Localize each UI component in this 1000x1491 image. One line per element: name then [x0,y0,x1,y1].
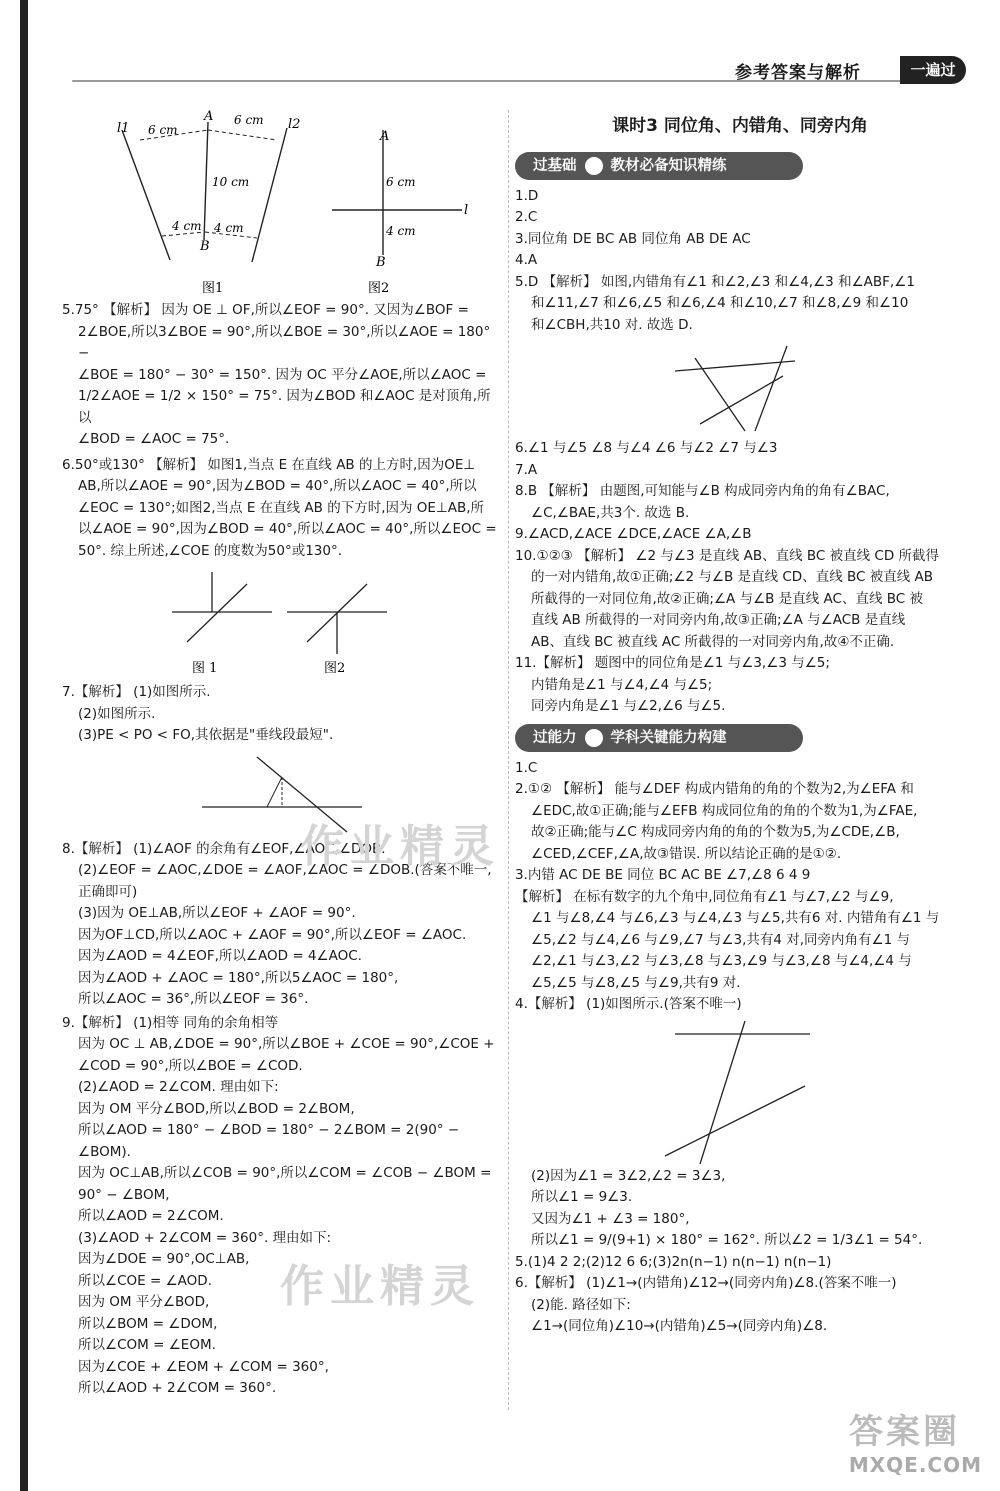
text-line: 6.∠1 与∠5 ∠8 与∠4 ∠6 与∠2 ∠7 与∠3 [515,440,778,456]
header-logo: 一遍过 [900,56,966,84]
text-line: 又因为∠1 + ∠3 = 180°, [531,1210,690,1227]
binding-edge [20,0,28,1491]
text-line: (2)能. 路径如下: [531,1296,631,1313]
text-line: 4.【解析】 (1)如图所示.(答案不唯一) [515,996,742,1012]
banner-label: 过基础 [533,157,577,174]
fig-label: 4 cm [386,224,416,238]
text-line: AB、直线 BC 被直线 AC 所截得的一对同旁内角,故④不正确. [531,633,895,650]
text-line: 7.A [515,461,538,478]
text-line: 因为∠AOD = 4∠EOF,所以∠AOD = 4∠AOC. [78,948,362,964]
text-line: (2)因为∠1 = 3∠2,∠2 = 3∠3, [531,1167,726,1184]
text-line: 因为 OC⊥AB,所以∠COB = 90°,所以∠COM = ∠COB − ∠BOM = [78,1165,492,1181]
text-line: 6.50°或130° 【解析】 如图1,当点 E 在直线 AB 的上方时,因为OE⊥ [62,456,476,473]
part3 [515,758,965,1016]
medal-icon [585,729,603,747]
text-line: ∠1 与∠8,∠4 与∠6,∠3 与∠4,∠3 与∠5,共有6 对. 内错角有∠1 与 [531,910,940,926]
fig-label: 4 cm [172,219,202,233]
text-line: ∠BOD = ∠AOC = 75°. [78,431,230,447]
text-line: 5.(1)4 2 2;(2)12 6 6;(3)2n(n−1) n(n−1) n(n−1) [515,1253,832,1270]
text-line: (3)∠AOD + 2∠COM = 360°. 理由如下: [78,1229,332,1246]
text-line: 所以∠BOM = ∠DOM, [78,1315,218,1332]
text-line: 6.【解析】 (1)∠1→(内错角)∠12→(同旁内角)∠8.(答案不唯一) [515,1275,897,1291]
text-line: ∠5,∠2 与∠4,∠6 与∠9,∠7 与∠3,共有4 对,同旁内角有∠1 与 [531,931,911,948]
text-line: 所截得的一对同位角,故②正确;∠A 与∠B 是直线 AC、直线 BC 被 [531,590,923,607]
text-line: 所以∠COM = ∠EOM. [78,1337,216,1353]
text-line: 的一对内错角,故①正确;∠2 与∠B 是直线 CD、直线 BC 被直线 AB [531,569,934,585]
text-line: (2)∠EOF = ∠AOC,∠DOE = ∠AOF,∠AOC = ∠DOB.(答案不唯一, [78,862,492,878]
text-line: 1.C [515,759,538,776]
watermark-site: MXQE.COM [848,1453,982,1477]
text-line: (3)PE < PO < FO,其依据是"垂线段最短". [78,727,334,743]
figure-transversal [515,1016,955,1166]
text-line: (2)如图所示. [78,705,156,722]
watermark: 作业精灵 [300,821,500,872]
text-line: (3)因为 OE⊥AB,所以∠EOF + ∠AOF = 90°. [78,905,356,921]
text-line: (2)∠AOD = 2∠COM. 理由如下: [78,1079,279,1095]
text-line: 所以∠1 = 9/(9+1) × 180° = 162°. 所以∠2 = 1/3∠1 = 54°. [531,1232,923,1248]
fig-label: 6 cm [148,123,178,137]
figure-angle-e-o [62,562,492,682]
text-line: 3.同位角 DE BC AB 同位角 AB DE AC [515,230,751,247]
banner-subtitle: 教材必备知识精练 [610,157,727,174]
text-line: 和∠11,∠7 和∠6,∠5 和∠6,∠4 和∠10,∠7 和∠8,∠9 和∠10 [531,295,909,311]
text-line: 9.【解析】 (1)相等 同角的余角相等 [62,1014,279,1031]
figure-row-top [62,100,502,296]
fig-caption: 图1 [202,281,224,296]
part1 [515,186,965,337]
text-line: 90° − ∠BOM, [78,1186,170,1203]
text-line: 所以∠AOC = 36°,所以∠EOF = 36°. [78,991,309,1007]
watermark-logo: 答案圈 [849,1412,960,1452]
part4 [515,1166,965,1338]
text-line: 和∠CBH,共10 对. 故选 D. [531,316,693,333]
text-line: 所以∠COE = ∠AOD. [78,1272,212,1289]
text-line: ∠C,∠BAE,共3个. 故选 B. [531,504,690,521]
answer-9 [62,1013,502,1400]
fig-label: l [464,203,469,218]
text-line: 因为 OM 平分∠BOD,所以∠BOD = 2∠BOM, [78,1100,355,1117]
text-line: 1.D [515,187,539,204]
text-line: ∠COD = 90°,所以∠BOE = ∠COD. [78,1057,303,1074]
fig-label: l2 [288,117,301,132]
text-line: 【解析】 在标有数字的九个角中,同位角有∠1 与∠7,∠2 与∠9, [515,888,894,905]
text-line: ∠EOC = 130°;如图2,当点 E 在直线 AB 的下方时,因为 OE⊥AB,所 [78,499,485,516]
fig-label: 4 cm [214,221,244,235]
text-line: 2.C [515,209,538,225]
watermark: 作业精灵 [280,1261,480,1312]
part2 [515,438,965,718]
column-divider [508,110,510,1410]
text-line: 50°. 综上所述,∠COE 的度数为50°或130°. [78,542,343,559]
text-line: ∠EDC,故①正确;能与∠EFB 构成同位角的角的个数为1,为∠FAE, [531,802,918,819]
text-line: 2∠BOE,所以3∠BOE = 90°,所以∠BOE = 30°,所以∠AOE = 180° − [78,323,491,361]
text-line: 所以∠AOD = 2∠COM. [78,1208,224,1224]
text-line: 因为 OM 平分∠BOD, [78,1294,210,1310]
answer-7 [62,682,502,747]
text-line: 因为∠AOD + ∠AOC = 180°,所以5∠AOC = 180°, [78,969,399,986]
text-line: 所以∠1 = 9∠3. [531,1189,633,1205]
figure-lines-l1-l2 [62,100,492,296]
fig-label: B [376,255,386,270]
text-line: 因为 OC ⊥ AB,∠DOE = 90°,所以∠BOE + ∠COE = 90°,∠COE + [78,1036,495,1052]
text-line: 以∠AOE = 90°,因为∠BOD = 40°,所以∠AOC = 40°,所以∠EOC = [78,521,497,537]
text-line: 2.①② 【解析】 能与∠DEF 构成内错角的角的个数为2,为∠EFA 和 [515,781,914,797]
fig-label: 6 cm [234,113,264,127]
text-line: ∠1→(同位角)∠10→(内错角)∠5→(同旁内角)∠8. [531,1318,828,1334]
fig-label: l1 [117,121,130,136]
answer-5 [62,300,502,451]
text-line: 因为OF⊥CD,所以∠AOC + ∠AOF = 90°,所以∠EOF = ∠AOC. [78,926,467,943]
header-title: 参考答案与解析 [735,63,861,83]
text-line: ∠CED,∠CEF,∠A,故③错误. 所以结论正确的是①②. [531,845,842,862]
text-line: 正确即可) [78,883,138,900]
text-line: 因为∠DOE = 90°,OC⊥AB, [78,1251,250,1267]
text-line: 8.【解析】 (1)∠AOF 的余角有∠EOF,∠AOC,∠DOB. [62,840,386,857]
text-line: ∠5,∠5 与∠8,∠5 与∠9,共有9 对. [531,974,741,991]
text-line: 1/2∠AOE = 1/2 × 150° = 75°. 因为∠BOD 和∠AOC 是对顶角,所以 [78,388,491,426]
banner-subtitle: 学科关键能力构建 [610,729,727,746]
text-line: 10.①②③ 【解析】 ∠2 与∠3 是直线 AB、直线 BC 被直线 CD 所截得 [515,547,940,564]
text-line: ∠2,∠1 与∠3,∠2 与∠3,∠8 与∠3,∠9 与∠3,∠8 与∠4,∠4 与 [531,953,912,969]
text-line: 4.A [515,252,538,268]
fig-label: A [380,129,390,144]
text-line: AB,所以∠AOE = 90°,因为∠BOD = 40°,所以∠AOC = 40°,所以 [78,478,477,494]
fig-label: A [204,109,214,124]
fig-label: B [200,239,210,254]
text-line: 所以∠AOD + 2∠COM = 360°. [78,1380,277,1396]
answer-6 [62,455,502,563]
text-line: 9.∠ACD,∠ACE ∠DCE,∠ACE ∠A,∠B [515,526,752,542]
text-line: ∠BOE = 180° − 30° = 150°. 因为 OC 平分∠AOE,所以∠AOC = [78,366,487,383]
fig-caption: 图 1 [192,661,218,676]
text-line: 5.75° 【解析】 因为 OE ⊥ OF,所以∠EOF = 90°. 又因为∠BOF = [62,302,469,318]
fig-label: 6 cm [386,175,416,189]
figure-triangle-angles [515,336,955,438]
text-line: 7.【解析】 (1)如图所示. [62,684,211,700]
section-banner-basic [515,152,803,180]
text-line: 因为∠COE + ∠EOM + ∠COM = 360°, [78,1358,329,1375]
lesson-title: 课时3 同位角、内错角、同旁内角 [612,116,868,136]
text-line: 3.内错 AC DE BE 同位 BC AC BE ∠7,∠8 6 4 9 [515,867,811,883]
text-line: 内错角是∠1 与∠4,∠4 与∠5; [531,676,713,693]
fig-caption: 图2 [324,661,346,676]
section-banner-ability [515,724,803,752]
fig-caption: 图2 [368,281,390,296]
text-line: 11.【解析】 题图中的同位角是∠1 与∠3,∠3 与∠5; [515,655,830,671]
fig-label: 10 cm [212,175,250,189]
text-line: 8.B 【解析】 由题图,可知能与∠B 构成同旁内角的角有∠BAC, [515,483,890,499]
text-line: 5.D 【解析】 如图,内错角有∠1 和∠2,∠3 和∠4,∠3 和∠ABF,∠1 [515,273,915,290]
left-column [62,100,502,1400]
right-column [515,100,965,1338]
text-line: 所以∠AOD = 180° − ∠BOD = 180° − 2∠BOM = 2(90° − ∠BOM). [78,1122,460,1160]
book-icon [585,157,603,175]
banner-label: 过能力 [533,729,577,746]
text-line: 直线 AB 所截得的一对同旁内角,故③正确;∠A 与∠ACB 是直线 [531,612,906,628]
text-line: 同旁内角是∠1 与∠2,∠6 与∠5. [531,698,726,714]
text-line: 故②正确;能与∠C 构成同旁内角的角的个数为5,为∠CDE,∠B, [531,824,900,840]
